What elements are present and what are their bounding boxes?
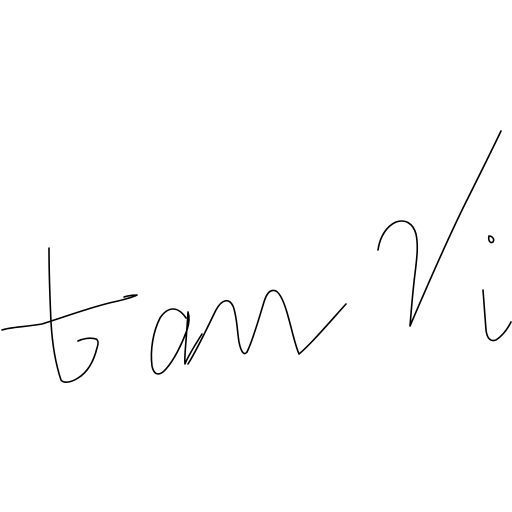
- signature-stroke-n1: [188, 301, 247, 364]
- signature-stroke-v: [378, 131, 501, 326]
- signature-stroke-i-stem: [483, 290, 511, 341]
- signature-stroke-i-dot: [489, 236, 494, 243]
- signature-stroke-a: [151, 309, 202, 374]
- signature-stroke-n2: [247, 290, 346, 354]
- signature-stroke-t-crossbar: [2, 295, 137, 330]
- signature-stroke-t-stem: [49, 248, 98, 382]
